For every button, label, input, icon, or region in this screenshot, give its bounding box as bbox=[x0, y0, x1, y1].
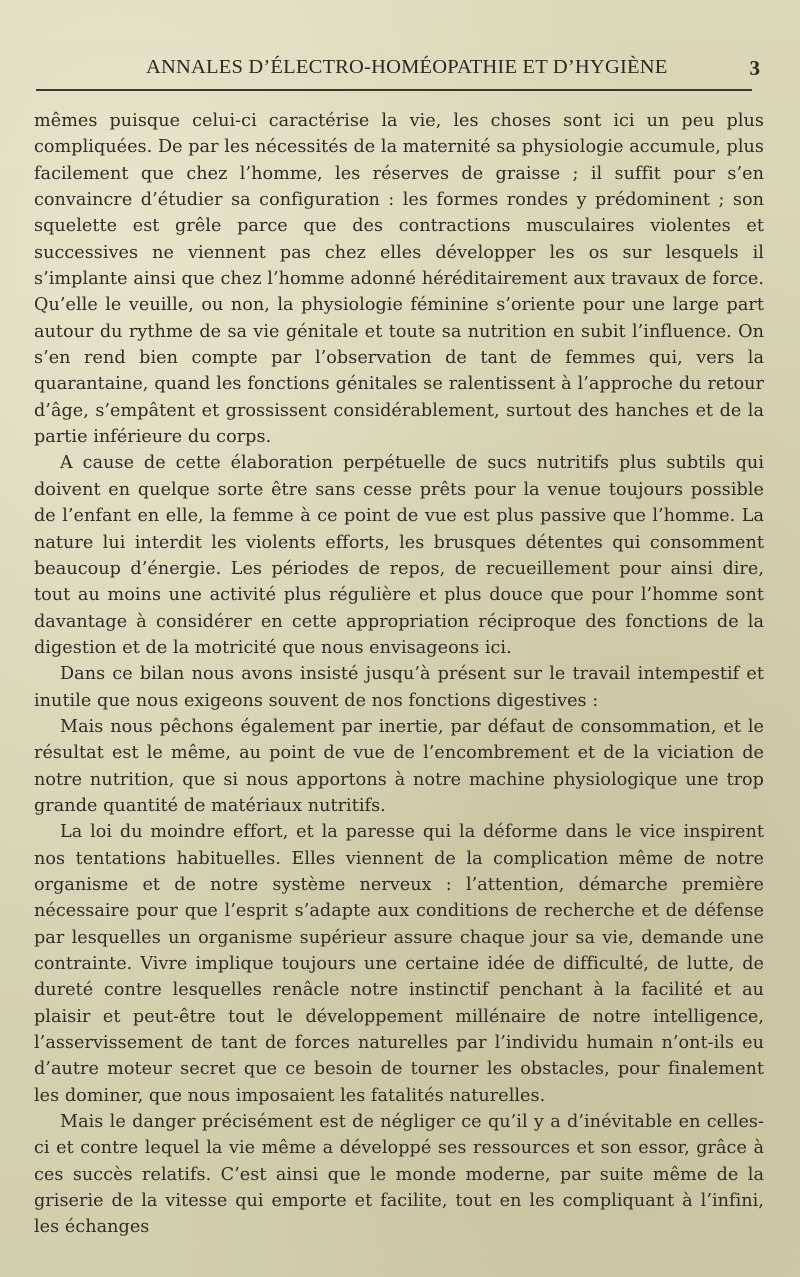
page-header bbox=[36, 56, 760, 86]
page-number: 3 bbox=[749, 56, 760, 80]
paragraph: Dans ce bilan nous avons insisté jusqu’à présent sur le travail intempestif et inutile que nous exigeons souvent de nos fonctions digestives : bbox=[34, 664, 764, 711]
header-rule bbox=[36, 89, 752, 91]
paragraph: A cause de cette élaboration perpétuelle de sucs nutritifs plus subtils qui doivent en quelque sorte être sans cesse prêts pour la venue toujours possible de l’enfant en elle, la femme à ce point de vue est plus passive que l’homme. La nature lui interdit les violents efforts, les brusques détentes qui consomment beaucoup d’énergie. Les périodes de repos, de recueillement pour ainsi dire, tout au moins une activité plus régulière et plus douce que pour l’homme sont davantage à considérer en cette appropriation réciproque des fonctions de la digestion et de la motricité que nous envisageons ici. bbox=[34, 453, 764, 658]
paragraph: Mais nous pêchons également par inertie, par défaut de consommation, et le résultat est le même, au point de vue de l’encombrement et de la viciation de notre nutrition, que si nous apportons à notre machine physiologique une trop grande quantité de matériaux nutritifs. bbox=[34, 716, 764, 816]
running-title: ANNALES D’ÉLECTRO-HOMÉOPATHIE ET D’HYGIÈNE bbox=[146, 56, 668, 78]
body-text bbox=[34, 108, 764, 1241]
paragraph: mêmes puisque celui-ci caractérise la vie, les choses sont ici un peu plus compliquées. De par les nécessités de la maternité sa physiologie accumule, plus facilement que chez l’homme, les réserves de graisse ; il suffit pour s’en convaincre d’étudier sa configuration : les formes rondes y prédominent ; son squelette est grêle parce que des contractions musculaires violentes et successives ne viennent pas chez elles développer les os sur lesquels il s’implante ainsi que chez l’homme adonné héréditairement aux travaux de force. Qu’elle le veuille, ou non, la physiologie féminine s’oriente pour une large part autour du rythme de sa vie génitale et toute sa nutrition en subit l’influence. On s’en rend bien compte par l’observation de tant de femmes qui, vers la quarantaine, quand les fonctions génitales se ralentissent à l’approche du retour d’âge, s’empâtent et grossissent considérablement, surtout des hanches et de la partie inférieure du corps. bbox=[34, 111, 764, 448]
paragraph: Mais le danger précisément est de négliger ce qu’il y a d’inévitable en celles-ci et contre lequel la vie même a développé ses ressources et son essor, grâce à ces succès relatifs. C’est ainsi que le monde moderne, par suite même de la griserie de la vitesse qui emporte et facilite, tout en les compliquant à l’infini, les échanges bbox=[34, 1112, 764, 1238]
paragraph: La loi du moindre effort, et la paresse qui la déforme dans le vice inspirent nos tentations habituelles. Elles viennent de la complication même de notre organisme et de notre système nerveux : l’attention, démarche première nécessaire pour que l’esprit s’adapte aux conditions de recherche et de défense par lesquelles un organisme supérieur assure chaque jour sa vie, demande une contrainte. Vivre implique toujours une certaine idée de difficulté, de lutte, de dureté contre lesquelles renâcle notre instinctif penchant à la facilité et au plaisir et peut-être tout le développement millénaire de notre intelligence, l’asservissement de tant de forces naturelles par l’individu humain n’ont-ils eu d’autre moteur secret que ce besoin de tourner les obstacles, pour finalement les dominer, que nous imposaient les fatalités naturelles. bbox=[34, 822, 764, 1106]
